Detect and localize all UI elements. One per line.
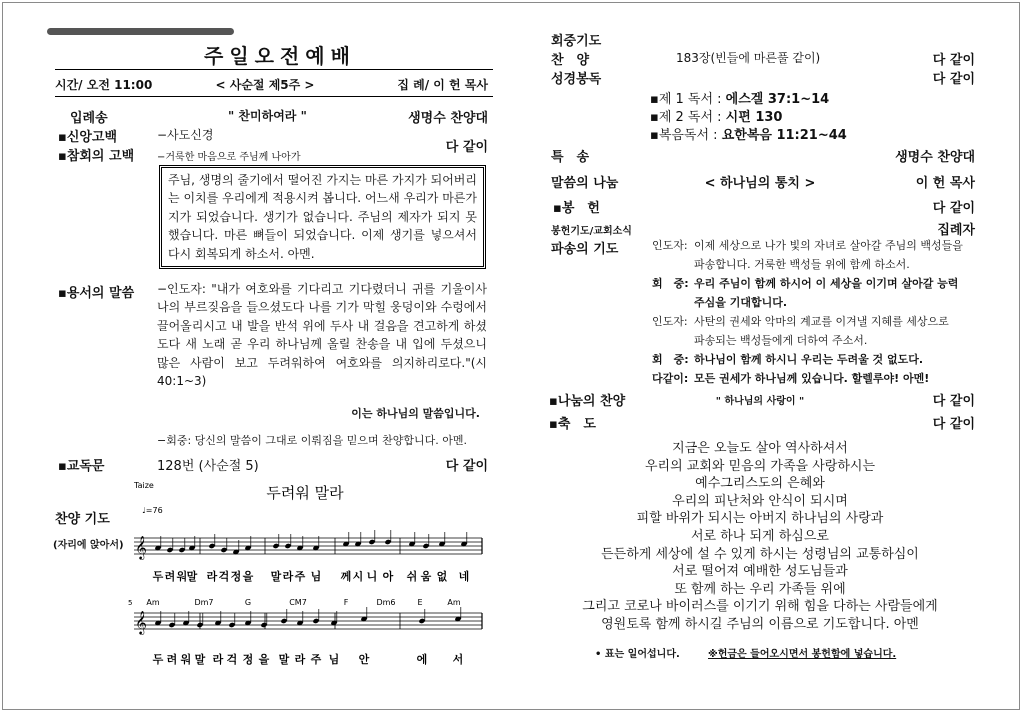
lyric-syllable: 두 — [152, 570, 164, 583]
prayer-speaker: 인도자: — [652, 315, 688, 328]
entrance-label: 입례송 — [70, 111, 108, 126]
prayer-text: 모든 권세가 하나님께 있습니다. 할렐루야! 아멘! — [694, 372, 930, 385]
special-by: 생명수 찬양대 — [895, 150, 975, 165]
reading-ref: 요한복음 11:21~44 — [721, 128, 847, 143]
sharing-label: 나눔의 찬양 — [557, 394, 626, 409]
lyric-syllable: 없 — [436, 570, 448, 583]
confession-label: 참회의 고백 — [66, 149, 135, 164]
composer: Taize — [134, 481, 154, 490]
lyric-syllable: 시 — [352, 570, 364, 583]
benediction-line: 우리의 피난처와 안식이 되시며 — [672, 493, 848, 509]
sheet-music — [120, 478, 490, 668]
sharing-by: 다 같이 — [932, 394, 975, 409]
reading-label: 제 2 독서 : — [658, 110, 726, 125]
sermon-by: 이 헌 목사 — [915, 176, 975, 191]
chord-symbols — [146, 598, 460, 607]
announce-by: 집례자 — [937, 223, 975, 238]
benediction-text — [560, 440, 960, 634]
prayer-line — [652, 331, 977, 350]
announce-label: 봉헌기도/교회소식 — [551, 226, 632, 237]
lyric-syllable: 정 — [230, 570, 242, 583]
prayer-line — [652, 350, 977, 369]
prayer-speaker: 회 중: — [652, 277, 689, 290]
hymn2-content: 183장(빈들에 마른풀 같이) — [676, 51, 821, 65]
lyric-syllable: 워 — [176, 570, 188, 583]
reading-item — [650, 106, 782, 125]
lyric-syllable: 말 — [194, 653, 206, 666]
chord-label: G — [244, 598, 252, 607]
lyric-syllable: 정 — [242, 653, 254, 666]
offering-by: 다 같이 — [932, 201, 975, 216]
lyric-syllable: 께 — [340, 570, 352, 583]
benediction-line: 서로 하나 되게 하심으로 — [691, 528, 829, 544]
lyric-syllable: 두 — [152, 653, 164, 666]
benediction-line: 든든하게 세상에 설 수 있게 하시는 성령님의 교통하심이 — [601, 546, 919, 562]
benediction-line: 그리고 코로나 바이러스를 이기기 위해 힘을 다하는 사람들에게 — [582, 599, 938, 615]
lyric-syllable: 에 — [416, 653, 428, 666]
prayer-text: 우리 주님이 함께 하시어 이 세상을 이기며 살아갈 능력 — [694, 277, 959, 290]
reading-label: 복음독서 : — [658, 128, 722, 143]
benediction-label: 축 도 — [557, 417, 596, 432]
benediction-line: 영원토록 함께 하시길 주님의 이름으로 기도합니다. 아멘 — [601, 616, 919, 632]
season-label: < 사순절 제5주 > — [215, 78, 315, 92]
offering-label: 봉 헌 — [561, 201, 600, 216]
pardon-row: ▪용서의 말씀 — [58, 286, 135, 301]
lyric-syllable: 서 — [452, 653, 464, 666]
reading-ref: 에스겔 37:1~14 — [725, 92, 830, 107]
scripture-label: 성경봉독 — [551, 72, 602, 87]
lyric-syllable: 걱 — [226, 653, 238, 666]
lyric-syllable: 라 — [212, 653, 224, 666]
confession-by: 다 같이 — [445, 140, 488, 155]
chord-label: E — [417, 598, 423, 607]
confession-intro: −거룩한 마음으로 주님께 나아가 — [157, 152, 301, 163]
pardon-text: −인도자: "내가 여호와를 기다리고 기다렸더니 귀를 기울이사 나의 부르짖음을 들으셨도다 나를 기가 막힐 웅덩이와 수렁에서 끌어올리시고 내 발을 반석 위에 두사 내 걸음을 견고하게 하셨도다 새 노래 곧 우리 하나님께 올릴 찬송을 내 입에 두셨으니 많은 사람이 보고 두려워하여 여호와를 의지하리로다."(시 40:1~3) — [157, 282, 487, 389]
hymn-row: ▪교독문 — [58, 459, 105, 474]
prayer-line — [652, 274, 977, 293]
footer-note-stand: • 표는 일어섭니다. — [595, 649, 680, 660]
benediction-line: 또 함께 하는 우리 가족들 위에 — [674, 581, 846, 597]
lyric-syllable: 안 — [358, 653, 370, 666]
lyric-syllable: 려 — [164, 570, 176, 583]
hymn-content: 128번 (사순절 5) — [157, 459, 259, 474]
praise-sub: (자리에 앉아서) — [53, 540, 124, 551]
service-title: 주일오전예배 — [204, 44, 356, 68]
divider — [55, 69, 493, 70]
lyric-syllable: 쉬 — [406, 570, 418, 583]
bullet-icon: ▪ — [650, 92, 659, 107]
benediction-line: 지금은 오늘도 살아 역사하셔서 — [672, 441, 848, 456]
prayer-speaker: 인도자: — [652, 239, 688, 252]
confession-row: ▪참회의 고백 — [58, 149, 135, 164]
benediction-line: 예수그리스도의 은혜와 — [695, 476, 825, 492]
lyrics-line2 — [153, 652, 464, 666]
chord-label: Am — [447, 598, 461, 607]
lyric-syllable: 님 — [328, 653, 340, 666]
lyric-syllable: 아 — [382, 570, 394, 583]
lyric-syllable: 네 — [458, 570, 470, 583]
sending-label: 파송의 기도 — [551, 242, 619, 257]
decor-bar — [47, 28, 234, 35]
hymn2-label: 찬 양 — [551, 53, 590, 68]
offering-row: ▪봉 헌 — [553, 201, 600, 216]
chord-label: Am — [146, 598, 160, 607]
treble-clef-icon: 𝄞 — [135, 610, 147, 634]
lyric-syllable: 말 — [278, 653, 290, 666]
prayer-line — [652, 293, 977, 312]
sharing-row: ▪나눔의 찬양 — [549, 394, 626, 409]
common-prayer-label: 회중기도 — [551, 34, 602, 49]
bullet-icon: ▪ — [650, 128, 659, 143]
chord-label: F — [343, 598, 349, 607]
lyric-syllable: 라 — [282, 570, 294, 583]
lyric-syllable: 워 — [180, 653, 192, 666]
chord-label: Dm6 — [376, 598, 396, 607]
sermon-title: < 하나님의 통치 > — [704, 176, 816, 191]
hymn-label: 교독문 — [66, 459, 105, 474]
benediction-line: 피할 바위가 되시는 아버지 하나님의 사랑과 — [636, 511, 884, 527]
creed-content: −사도신경 — [157, 128, 214, 142]
lyrics-line1 — [153, 569, 470, 583]
lyric-syllable: 걱 — [218, 570, 230, 583]
prayer-line — [652, 236, 977, 255]
prayer-line — [652, 255, 977, 274]
treble-clef-icon: 𝄞 — [135, 535, 147, 559]
lyric-syllable: 주 — [294, 570, 306, 583]
footer-note-offering: ※헌금은 들어오시면서 봉헌함에 넣습니다. — [708, 649, 897, 660]
lyric-syllable: 주 — [310, 653, 322, 666]
entrance-by: 생명수 찬양대 — [408, 111, 488, 126]
hymn-by: 다 같이 — [445, 459, 488, 474]
pardon-byline: 이는 하나님의 말씀입니다. — [351, 407, 480, 420]
hymn2-by: 다 같이 — [932, 53, 975, 68]
prayer-text: 파송되는 백성들에게 더하여 주소서. — [694, 334, 868, 347]
prayer-text: 이제 세상으로 나가 빛의 자녀로 살아갈 주님의 백성들을 — [694, 239, 963, 252]
service-leader: 집 례/ 이 헌 목사 — [397, 78, 488, 92]
prayer-line — [652, 312, 977, 331]
lyric-syllable: 움 — [420, 570, 432, 583]
tempo: ♩=76 — [142, 506, 163, 515]
lyric-syllable: 을 — [242, 570, 254, 583]
lyric-syllable: 말 — [270, 570, 282, 583]
creed-label: 신앙고백 — [66, 130, 118, 145]
praise-label: 찬양 기도 — [55, 512, 110, 527]
pardon-label: 용서의 말씀 — [66, 286, 135, 301]
lyric-syllable: 라 — [294, 653, 306, 666]
song-title: 두려워 말라 — [266, 484, 344, 502]
reading-item — [650, 124, 847, 143]
lyric-syllable: 님 — [310, 570, 322, 583]
prayer-text: 하나님이 함께 하시니 우리는 두려울 것 없도다. — [694, 353, 924, 366]
reading-item — [650, 88, 829, 107]
scripture-by: 다 같이 — [932, 72, 975, 87]
prayer-speaker: 다같이: — [652, 372, 689, 385]
entrance-song: " 찬미하여라 " — [228, 109, 307, 123]
lyric-syllable: 니 — [366, 570, 378, 583]
special-label: 특 송 — [551, 150, 590, 165]
benediction-row: ▪축 도 — [549, 417, 596, 432]
confession-text-box: 주님, 생명의 줄기에서 떨어진 가지는 마른 가지가 되어버리는 이치를 우리에게 적용시켜 봅니다. 어느새 우리가 마른가지가 되었습니다. 생기가 없습니다. 주님의 제자가 되지 못했습니다. 마른 뼈들이 되었습니다. 이제 생기를 넣으셔서 다시 회복되게 하소서. 아멘. — [159, 165, 486, 269]
benediction-line: 서로 떨어져 예배한 성도님들과 — [672, 564, 848, 580]
prayer-text: 사탄의 권세와 악마의 계교를 이겨낼 지혜를 세상으로 — [694, 315, 949, 328]
creed-row: ▪신앙고백 — [58, 130, 118, 145]
benediction-line: 우리의 교회와 믿음의 가족을 사랑하시는 — [644, 458, 875, 474]
prayer-text: 주심을 기대합니다. — [694, 296, 788, 309]
chord-label: Dm7 — [194, 598, 214, 607]
bullet-icon: ▪ — [650, 110, 659, 125]
prayer-line — [652, 369, 977, 388]
prayer-speaker: 회 중: — [652, 353, 689, 366]
prayer-text: 파송합니다. 거룩한 백성들 위에 함께 하소서. — [694, 258, 910, 271]
staff-line2 — [134, 607, 482, 635]
divider — [55, 96, 493, 97]
lyric-syllable: 을 — [258, 653, 270, 666]
sharing-song: " 하나님의 사랑이 " — [715, 396, 805, 407]
sermon-label: 말씀의 나눔 — [551, 176, 619, 191]
chord-label: CM7 — [289, 598, 307, 607]
measure-number: 5 — [128, 599, 133, 607]
lyric-syllable: 려 — [166, 653, 178, 666]
reading-label: 제 1 독서 : — [658, 92, 726, 107]
staff-line1 — [134, 530, 482, 560]
reading-ref: 시편 130 — [725, 110, 783, 125]
lyric-syllable: 말 — [186, 570, 198, 583]
benediction-by: 다 같이 — [932, 417, 975, 432]
pardon-response: −회중: 당신의 말씀이 그대로 이뤄짐을 믿으며 찬양합니다. 아멘. — [157, 434, 468, 447]
service-time: 시간/ 오전 11:00 — [55, 78, 153, 92]
lyric-syllable: 라 — [206, 570, 218, 583]
